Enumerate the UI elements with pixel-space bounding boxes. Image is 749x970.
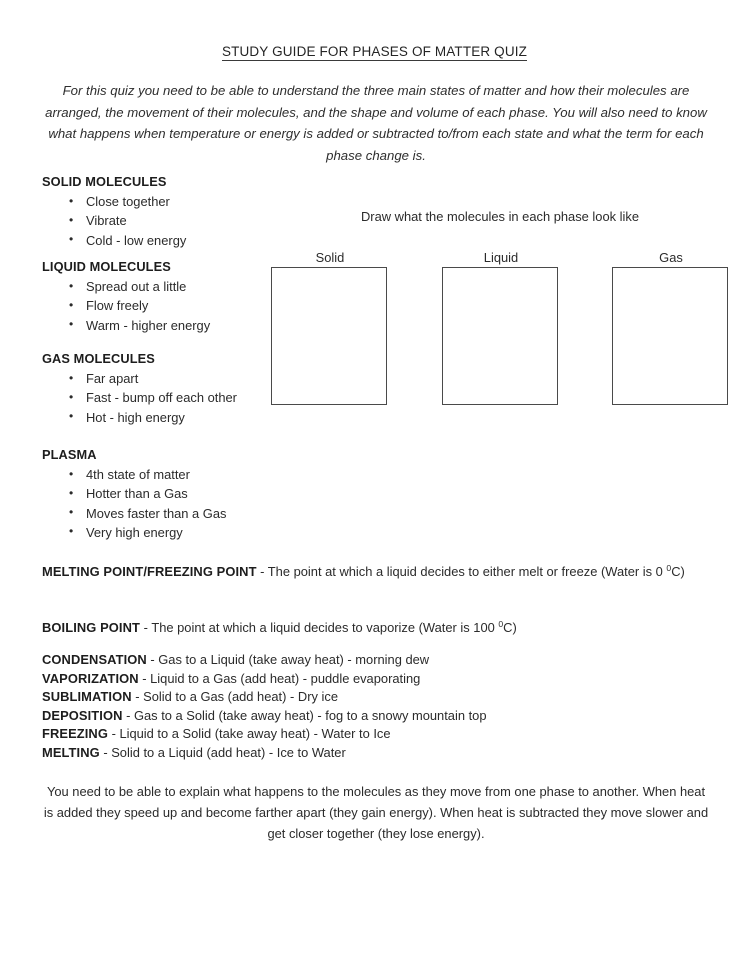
phase-change-list	[42, 651, 710, 763]
definition-value: 100	[473, 620, 499, 635]
phase-change-item	[42, 670, 710, 689]
section-heading: PLASMA	[42, 447, 97, 462]
list-item: • Far apart	[42, 369, 342, 388]
phase-change-item	[42, 707, 710, 726]
list-item: • Hot - high energy	[42, 408, 342, 427]
list-item: • Flow freely	[42, 296, 342, 315]
drawing-area-gas[interactable]	[612, 267, 728, 405]
list-item: • Moves faster than a Gas	[42, 504, 342, 523]
list-item: • Very high energy	[42, 523, 342, 542]
list-item: • Spread out a little	[42, 277, 342, 296]
list-item: • Cold - low energy	[42, 231, 342, 250]
page-title-text: STUDY GUIDE FOR PHASES OF MATTER QUIZ	[221, 44, 528, 59]
section-heading: GAS MOLECULES	[42, 351, 155, 366]
intro-paragraph: For this quiz you need to be able to understand the three main states of matter and how their molecules are arranged, the movement of their molecules, and the shape and volume of each phase. You will also need to know what happens when temperature or energy is added or subtracted to/from each state and what the term for each phase change is.	[45, 83, 707, 163]
drawing-area-liquid[interactable]	[442, 267, 558, 405]
phase-change-item	[42, 688, 710, 707]
phase-change-term: SUBLIMATION	[42, 689, 132, 705]
list-item: • Close together	[42, 192, 342, 211]
phase-change-term: CONDENSATION	[42, 652, 147, 667]
definition-value: 0	[655, 564, 667, 579]
section-heading: SOLID MOLECULES	[42, 174, 167, 189]
phase-change-description: - Gas to a Liquid (take away heat) - morning dew	[146, 652, 430, 667]
list-item: • Vibrate	[42, 211, 342, 230]
list-item: • Warm - higher energy	[42, 316, 342, 335]
definition-separator: -	[256, 564, 268, 579]
phase-change-term: FREEZING	[42, 726, 108, 742]
degree-symbol: 0	[498, 619, 504, 629]
definition-unit: C)	[503, 620, 517, 635]
section-plasma	[42, 447, 342, 542]
definition-term: BOILING POINT	[42, 620, 144, 635]
definition-boiling-point	[42, 614, 710, 638]
phase-change-term: MELTING	[42, 744, 100, 760]
drawing-box-gas	[612, 248, 730, 405]
phase-change-description: - Solid to a Gas (add heat) - Dry ice	[131, 689, 338, 705]
closing-paragraph: You need to be able to explain what happens to the molecules as they move from one phase to another. When heat is added they speed up and become farther apart (they gain energy). When heat is subtracted they move slower and get closer together (they lose energy).	[43, 784, 709, 841]
phase-change-term: DEPOSITION	[42, 707, 123, 723]
page-title	[0, 44, 749, 59]
phase-change-description: - Solid to a Liquid (add heat) - Ice to Water	[99, 744, 346, 760]
bullet-list	[42, 465, 342, 542]
phase-change-item	[42, 744, 710, 763]
phase-change-item	[42, 725, 710, 744]
definition-melting-freezing-point	[42, 558, 710, 582]
definition-term: MELTING POINT/FREEZING POINT	[42, 564, 257, 579]
phase-change-description: - Liquid to a Gas (add heat) - puddle evaporating	[138, 670, 421, 686]
phase-change-item	[42, 651, 710, 670]
drawing-box-liquid	[442, 248, 560, 405]
definition-separator: -	[143, 620, 152, 635]
definition-text: The point at which a liquid decides to either melt or freeze (Water is	[267, 564, 656, 579]
list-item: • Fast - bump off each other	[42, 388, 342, 407]
drawing-box-row	[0, 248, 749, 413]
list-item: • Hotter than a Gas	[42, 484, 342, 503]
drawing-box-label: Solid	[315, 250, 345, 265]
draw-prompt: Draw what the molecules in each phase look like	[360, 209, 639, 224]
drawing-box-solid	[271, 248, 389, 405]
phase-change-description: - Gas to a Solid (take away heat) - fog to a snowy mountain top	[122, 707, 487, 723]
list-item: • 4th state of matter	[42, 465, 342, 484]
phase-change-description: - Liquid to a Solid (take away heat) - Water to Ice	[107, 726, 391, 742]
phase-change-term: VAPORIZATION	[42, 670, 139, 686]
section-heading: LIQUID MOLECULES	[42, 259, 171, 274]
definition-unit: C)	[671, 564, 685, 579]
drawing-box-label: Gas	[659, 250, 683, 265]
drawing-area-solid[interactable]	[271, 267, 387, 405]
degree-symbol: 0	[666, 563, 672, 573]
definition-text: The point at which a liquid decides to vaporize (Water is	[151, 620, 474, 635]
drawing-box-label: Liquid	[483, 250, 519, 265]
